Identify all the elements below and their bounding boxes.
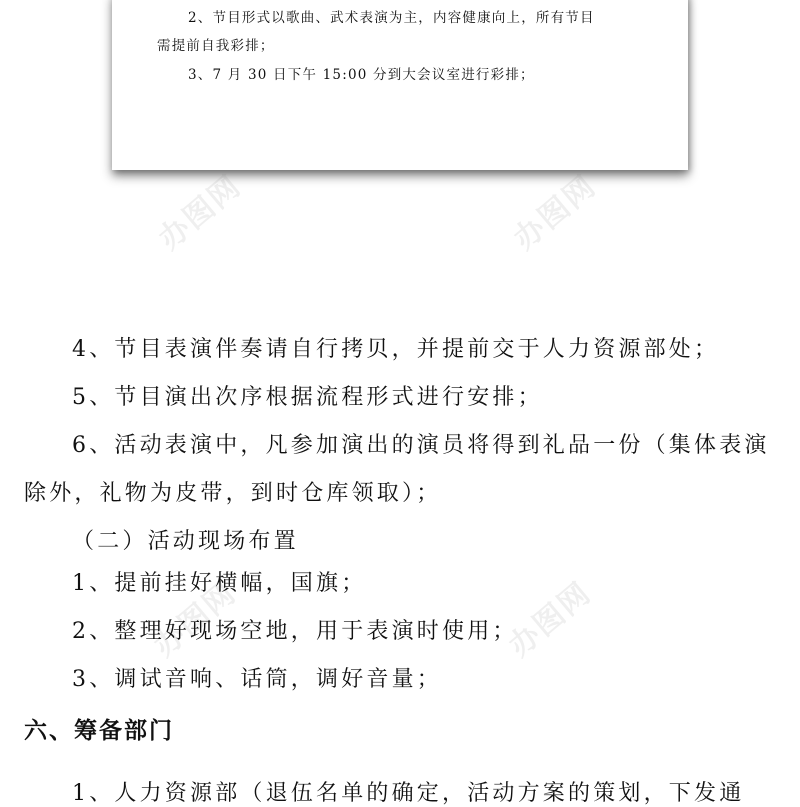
card-line-1: 2、节目形式以歌曲、武术表演为主，内容健康向上，所有节目 <box>188 10 595 26</box>
paragraph-line: 5、节目演出次序根据流程形式进行安排； <box>72 385 543 410</box>
section-heading: 六、筹备部门 <box>24 718 174 744</box>
paragraph-line: 4、节目表演伴奏请自行拷贝，并提前交于人力资源部处； <box>72 337 720 362</box>
paragraph-line: 3、调试音响、话筒，调好音量； <box>72 667 442 692</box>
watermark: 办图网 <box>147 575 244 664</box>
watermark: 办图网 <box>507 168 604 257</box>
card-line-3: 3、7 月 30 日下午 15:00 分到大会议室进行彩排； <box>188 67 535 83</box>
card-line-2: 需提前自我彩排； <box>157 38 275 54</box>
paragraph-line: 2、整理好现场空地，用于表演时使用； <box>72 619 518 644</box>
section-subtitle: （二）活动现场布置 <box>72 529 299 554</box>
paragraph-line: 1、人力资源部（退伍名单的确定，活动方案的策划，下发通 <box>72 781 745 806</box>
paragraph-line: 6、活动表演中，凡参加演出的演员将得到礼品一份（集体表演 <box>72 433 770 458</box>
watermark: 办图网 <box>502 575 599 664</box>
paragraph-line: 除外，礼物为皮带，到时仓库领取）； <box>24 481 442 506</box>
watermark: 办图网 <box>152 168 249 257</box>
paragraph-line: 1、提前挂好横幅，国旗； <box>72 571 367 596</box>
embedded-document-card <box>112 0 688 170</box>
